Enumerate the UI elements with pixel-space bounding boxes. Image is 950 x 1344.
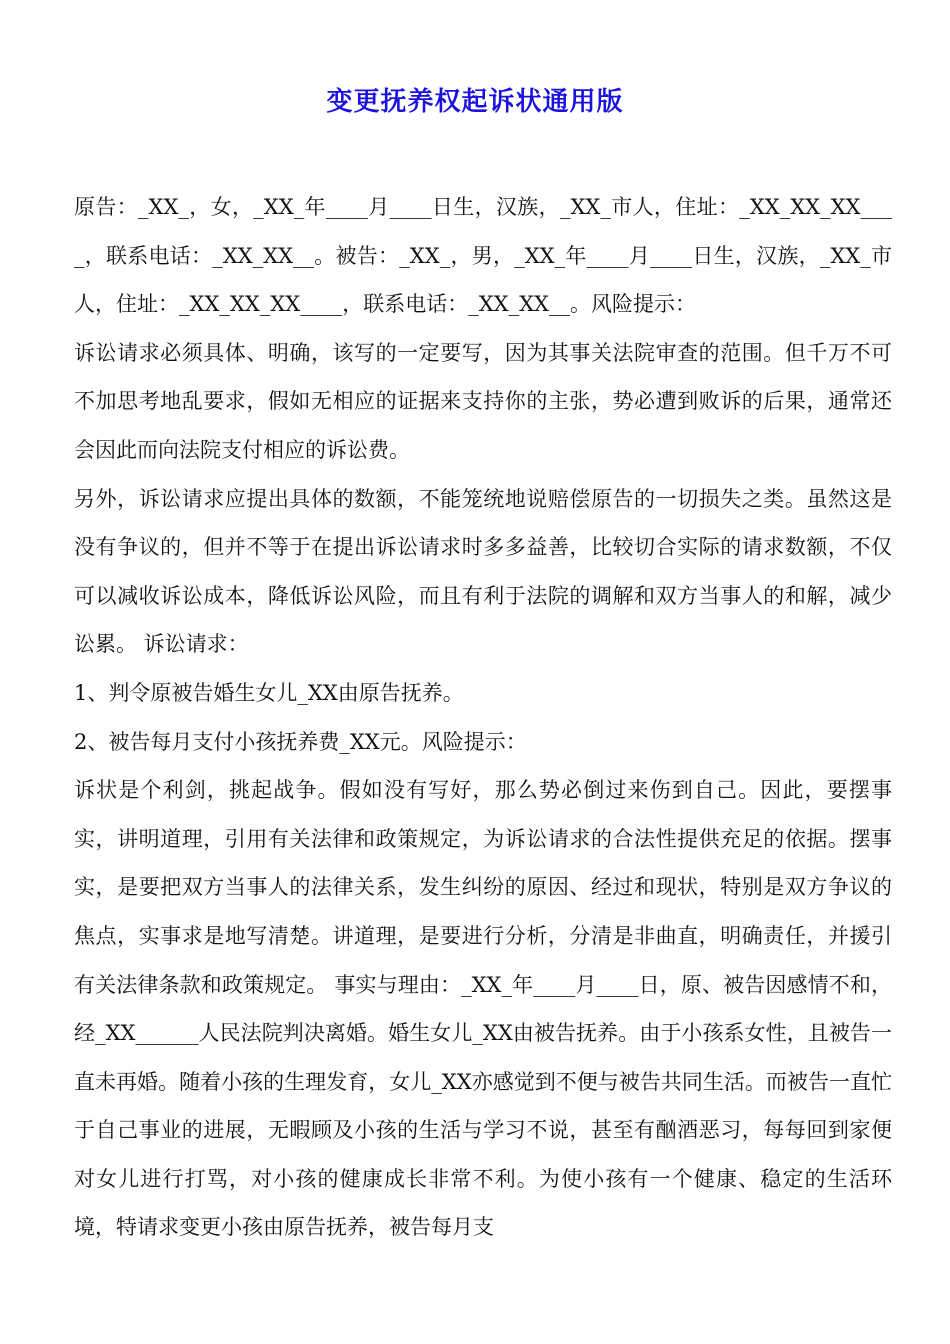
document-body — [74, 183, 892, 1252]
claim-amount-paragraph: 另外，诉讼请求应提出具体的数额，不能笼统地说赔偿原告的一切损失之类。虽然这是没有争议的，但并不等于在提出诉讼请求时多多益善，比较切合实际的请求数额，不仅可以减收诉讼成本，降低诉讼风险，而且有利于法院的调解和双方当事人的和解，减少讼累。 诉讼请求： — [74, 486, 892, 657]
document-title: 变更抚养权起诉状通用版 — [326, 87, 624, 117]
claim-item-2: 2、被告每月支付小孩抚养费_XX元。风险提示： — [74, 729, 527, 754]
risk-note-paragraph: 诉讼请求必须具体、明确，该写的一定要写，因为其事关法院审查的范围。但千万不可不加思考地乱要求，假如无相应的证据来支持你的主张，势必遭到败诉的后果，通常还会因此而向法院支付相应的诉讼费。 — [74, 340, 892, 462]
parties-paragraph: 原告：_XX_，女，_XX_年____月____日生，汉族，_XX_市人，住址：_XX_XX_XX____，联系电话：_XX_XX__。被告：_XX_，男，_XX_年____月____日生，汉族，_XX_市人，住址：_XX_XX_XX____，联系电话：_XX_XX__。风险提示： — [74, 195, 892, 317]
claim-item-1: 1、判令原被告婚生女儿_XX由原告抚养。 — [74, 680, 464, 705]
facts-reasons-paragraph: 诉状是个利剑，挑起战争。假如没有写好，那么势必倒过来伤到自己。因此，要摆事实，讲明道理，引用有关法律和政策规定，为诉讼请求的合法性提供充足的依据。摆事实，是要把双方当事人的法律关系，发生纠纷的原因、经过和现状，特别是双方争议的焦点，实事求是地写清楚。讲道理，是要进行分析，分清是非曲直，明确责任，并援引有关法律条款和政策规定。 事实与理由：_XX_年____月____日，原、被告因感情不和，经_XX______人民法院判决离婚。婚生女儿_XX由被告抚养。由于小孩系女性，且被告一直未再婚。随着小孩的生理发育，女儿_XX亦感觉到不便与被告共同生活。而被告一直忙于自己事业的进展，无暇顾及小孩的生活与学习不说，甚至有酗酒恶习，每每回到家便对女儿进行打骂，对小孩的健康成长非常不利。为使小孩有一个健康、稳定的生活环境，特请求变更小孩由原告抚养，被告每月支 — [74, 778, 892, 1240]
